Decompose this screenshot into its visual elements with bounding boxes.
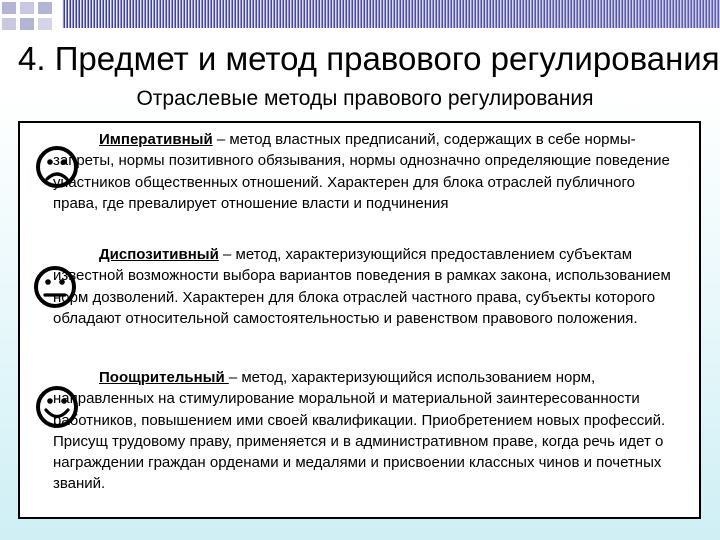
- header-stripe-fade: [62, 0, 720, 28]
- method-description: – метод властных предписаний, содержащих в себе нормы-запреты, нормы позитивного обязывания, нормы однозначно определяющие поведение участников общественных отношений. Характерен для блока отраслей публичного права, где превалирует отношение власти и подчинения: [53, 131, 670, 212]
- method-term: Диспозитивный: [99, 246, 219, 263]
- slide-subtitle: Отраслевые методы правового регулирования: [136, 87, 594, 110]
- method-term: Поощрительный: [99, 369, 229, 386]
- slide-title: 4. Предмет и метод правового регулирования: [18, 40, 720, 77]
- corner-squares-decoration: [0, 0, 60, 40]
- method-term: Императивный: [99, 131, 213, 148]
- method-paragraph-imperative: [53, 129, 683, 214]
- methods-content-box: [18, 121, 701, 519]
- method-paragraph-dispositive: [53, 244, 683, 329]
- method-description: – метод, характеризующийся предоставлением субъектам известной возможности выбора вариантов поведения в рамках закона, использованием норм дозволений. Характерен для блока отраслей частного права, субъекты которого обладают относительной самостоятельностью и равенством правового положения.: [53, 246, 671, 327]
- method-paragraph-incentive: [53, 367, 683, 495]
- method-description: – метод, характеризующийся использованием норм, направленных на стимулирование моральной и материальной заинтересованности работников, повышением ими своей квалификации. Приобретением новых профессий. Присущ трудовому праву, применяется и в административном праве, когда речь идет о награждении граждан орденами и медалями и присвоении классных чинов и почетных званий.: [53, 369, 666, 493]
